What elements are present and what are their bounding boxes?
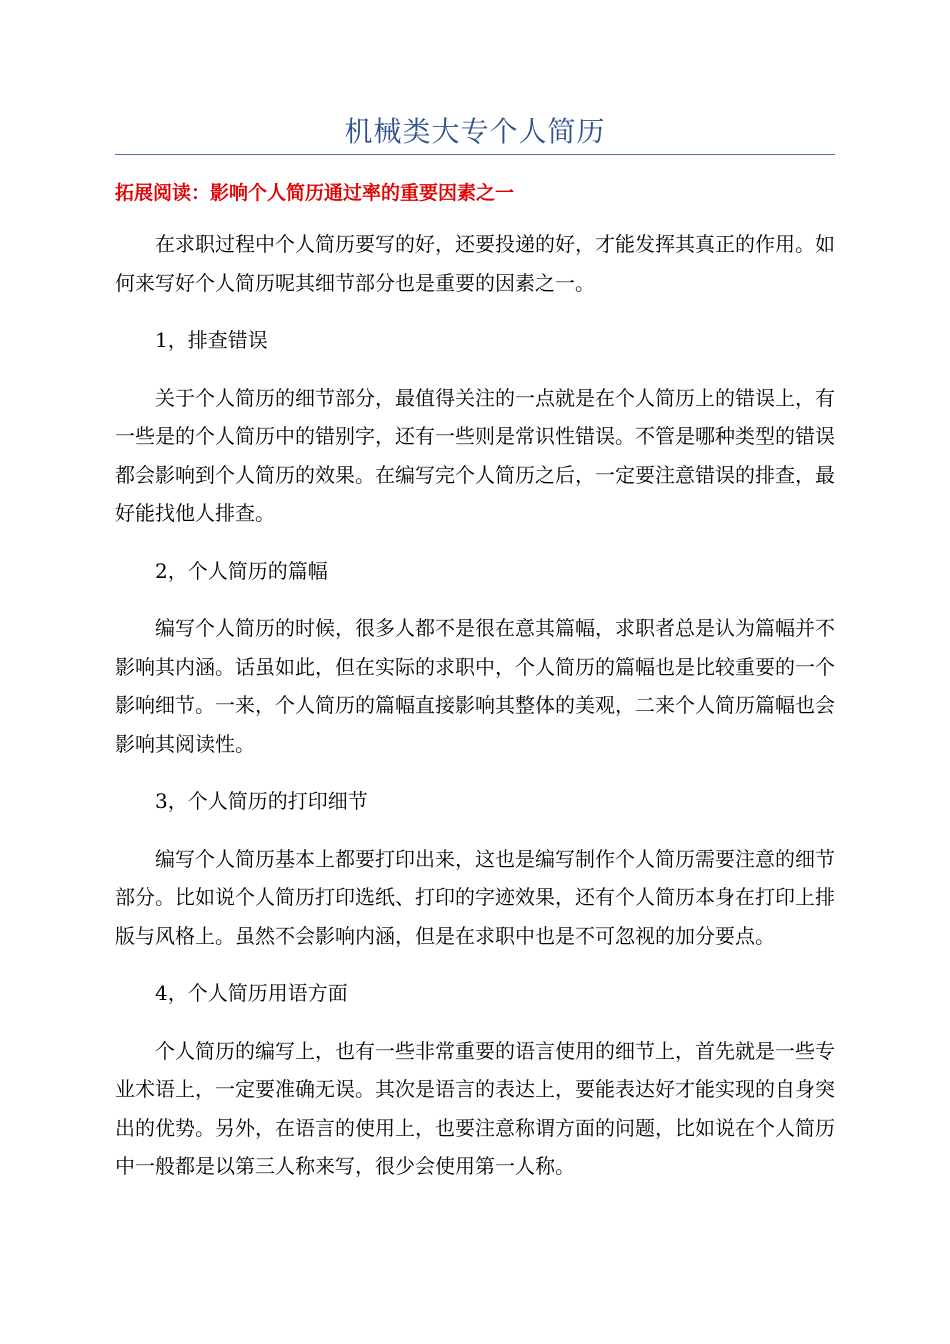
section-heading-1: 1，排查错误: [155, 328, 268, 352]
section-heading-2: 2，个人简历的篇幅: [155, 558, 328, 583]
paragraph-1: 关于个人简历的细节部分，最值得关注的一点就是在个人简历上的错误上，有一些是的个人简历中的错别字，还有一些则是常识性错误。不管是哪种类型的错误都会影响到个人简历的效果。在编写完个人简历之后，一定要注意错误的排查，最好能找他人排查。: [115, 385, 835, 525]
title-underline: [115, 154, 835, 155]
intro-paragraph: 在求职过程中个人简历要写的好，还要投递的好，才能发挥其真正的作用。如何来写好个人简历呢其细节部分也是重要的因素之一。: [115, 232, 835, 295]
paragraph-4: 个人简历的编写上，也有一些非常重要的语言使用的细节上，首先就是一些专业术语上，一定要准确无误。其次是语言的表达上，要能表达好才能实现的自身突出的优势。另外，在语言的使用上，也要注意称谓方面的问题，比如说在个人简历中一般都是以第三人称来写，很少会使用第一人称。: [115, 1038, 835, 1178]
section-heading-4: 4，个人简历用语方面: [155, 981, 348, 1005]
document-body: [115, 225, 835, 1205]
document-title: 机械类大专个人简历: [344, 115, 606, 148]
section-subtitle: 拓展阅读：影响个人简历通过率的重要因素之一: [115, 182, 515, 204]
section-heading-3: 3，个人简历的打印细节: [155, 789, 368, 813]
paragraph-2: 编写个人简历的时候，很多人都不是很在意其篇幅，求职者总是认为篇幅并不影响其内涵。话虽如此，但在实际的求职中，个人简历的篇幅也是比较重要的一个影响细节。一来，个人简历的篇幅直接影响其整体的美观，二来个人简历篇幅也会影响其阅读性。: [115, 616, 835, 756]
paragraph-3: 编写个人简历基本上都要打印出来，这也是编写制作个人简历需要注意的细节部分。比如说个人简历打印选纸、打印的字迹效果，还有个人简历本身在打印上排版与风格上。虽然不会影响内涵，但是在求职中也是不可忽视的加分要点。: [115, 846, 835, 948]
